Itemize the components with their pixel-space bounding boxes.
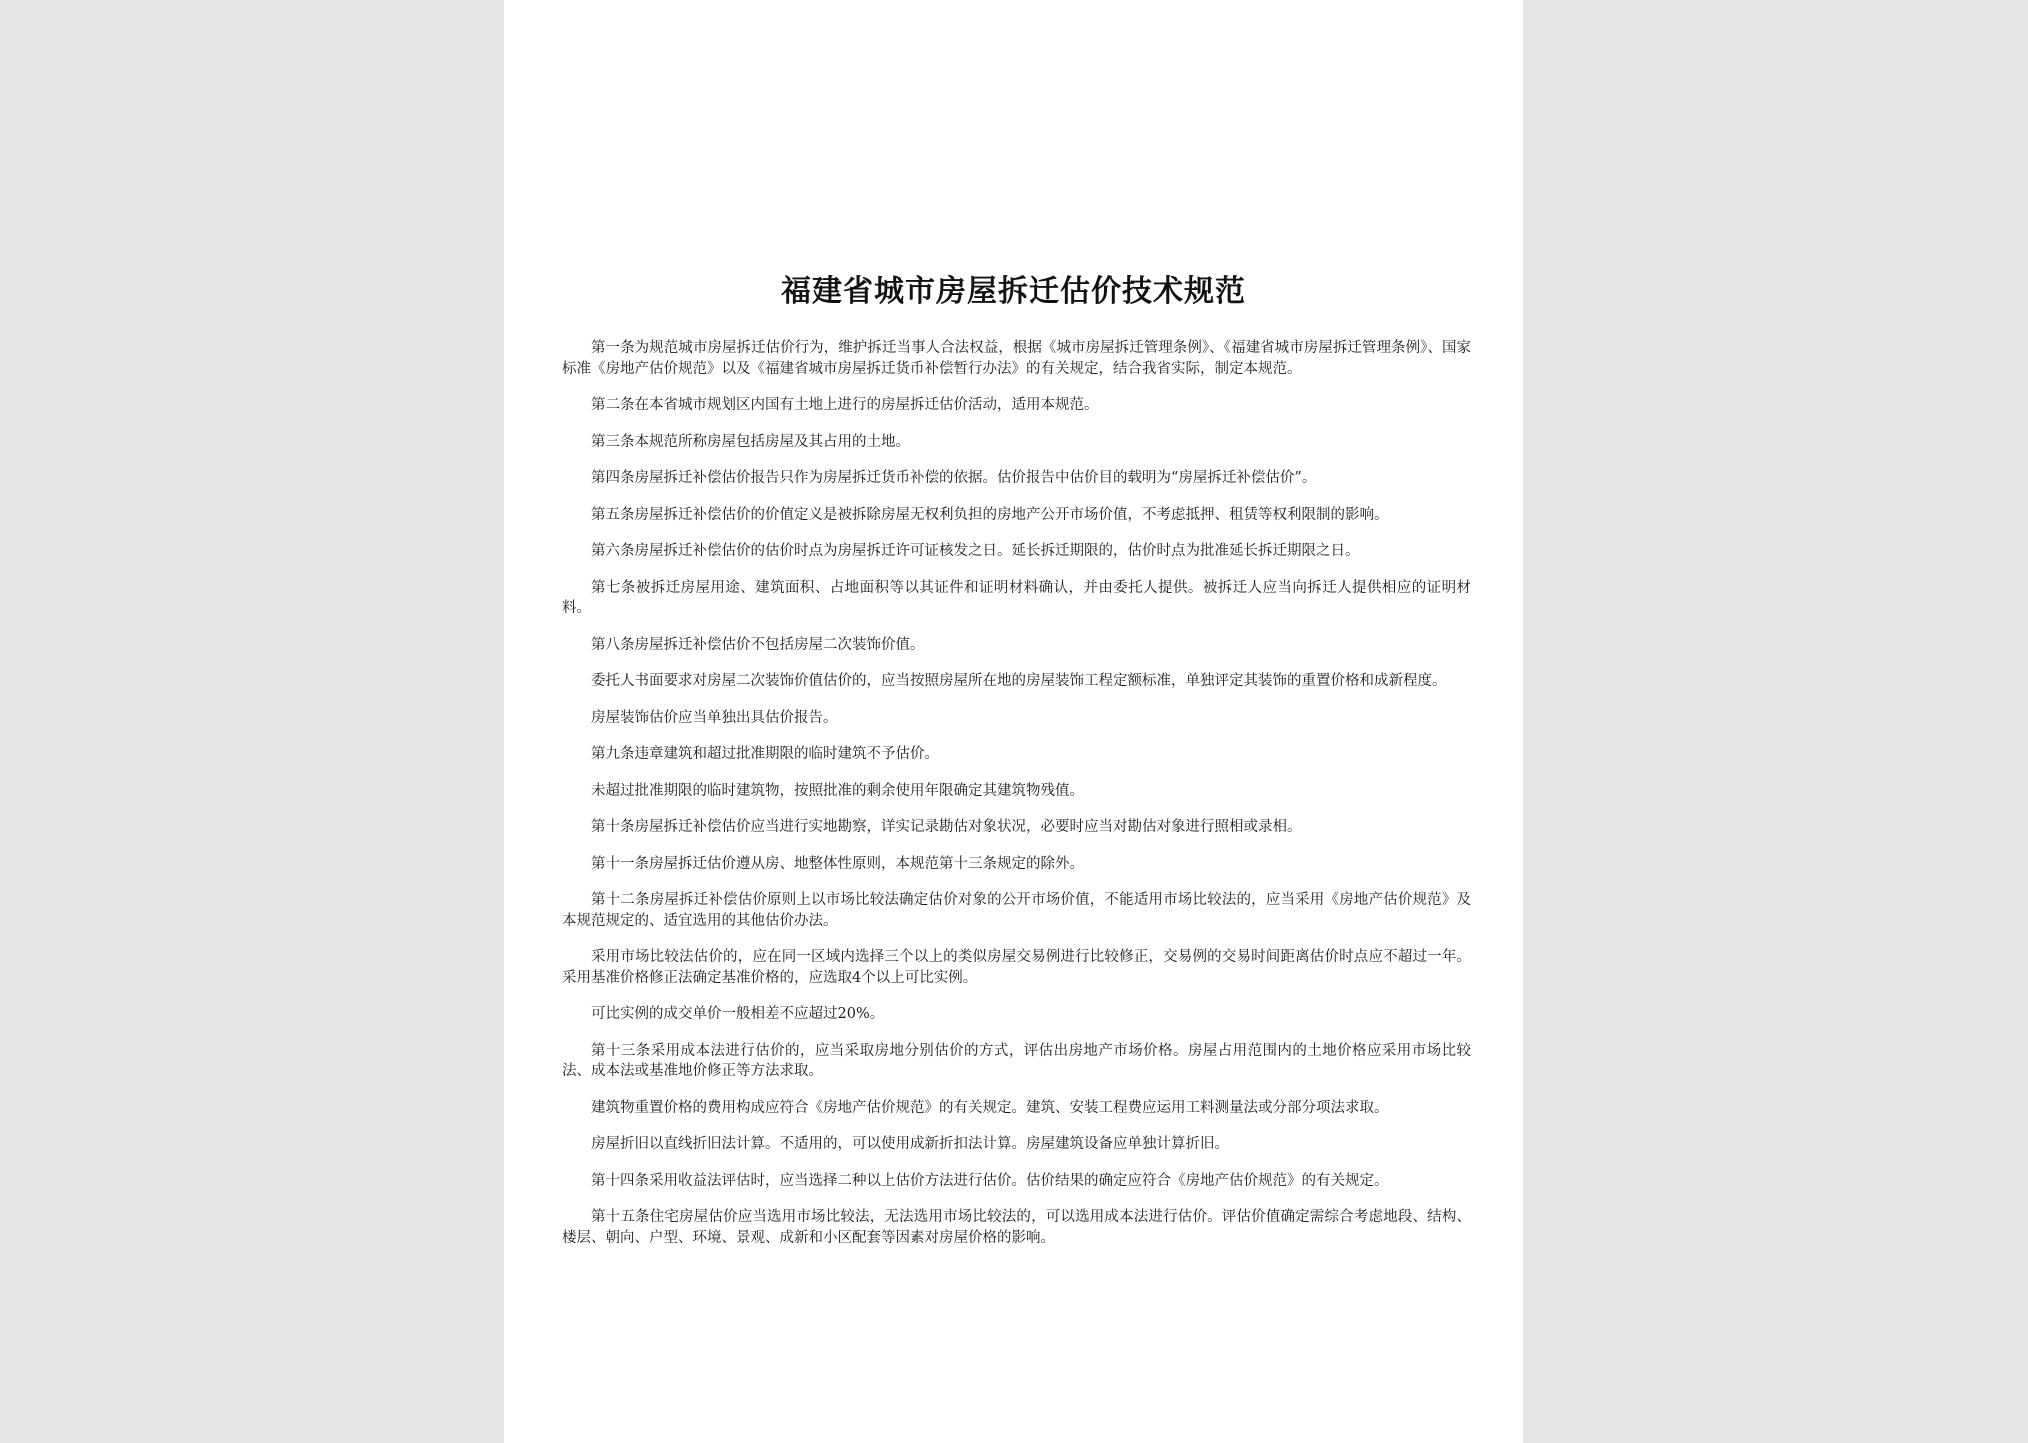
paragraph: 第七条被拆迁房屋用途、建筑面积、占地面积等以其证件和证明材料确认，并由委托人提供。被拆迁人应当向拆迁人提供相应的证明材料。	[562, 579, 1471, 616]
document-page	[504, 0, 1523, 1443]
paragraph: 第十四条采用收益法评估时，应当选择二种以上估价方法进行估价。估价结果的确定应符合《房地产估价规范》的有关规定。	[591, 1172, 1389, 1189]
document-title: 福建省城市房屋拆迁估价技术规范	[781, 274, 1246, 309]
paragraph: 第三条本规范所称房屋包括房屋及其占用的土地。	[591, 433, 910, 450]
paragraph: 第六条房屋拆迁补偿估价的估价时点为房屋拆迁许可证核发之日。延长拆迁期限的，估价时点为批准延长拆迁期限之日。	[591, 543, 1360, 559]
paragraph: 委托人书面要求对房屋二次装饰价值估价的，应当按照房屋所在地的房屋装饰工程定额标准，单独评定其装饰的重置价格和成新程度。	[591, 673, 1447, 689]
paragraph: 建筑物重置价格的费用构成应符合《房地产估价规范》的有关规定。建筑、安装工程费应运用工料测量法或分部分项法求取。	[591, 1099, 1389, 1116]
paragraph: 第五条房屋拆迁补偿估价的价值定义是被拆除房屋无权利负担的房地产公开市场价值，不考虑抵押、租赁等权利限制的影响。	[591, 506, 1389, 523]
paragraph: 第四条房屋拆迁补偿估价报告只作为房屋拆迁货币补偿的依据。估价报告中估价目的载明为“房屋拆迁补偿估价”。	[591, 470, 1317, 486]
paragraph: 第十三条采用成本法进行估价的，应当采取房地分别估价的方式，评估出房地产市场价格。房屋占用范围内的土地价格应采用市场比较法、成本法或基准地价修正等方法求取。	[562, 1042, 1471, 1079]
paragraph: 第十条房屋拆迁补偿估价应当进行实地勘察，详实记录勘估对象状况，必要时应当对勘估对象进行照相或录相。	[591, 819, 1302, 835]
paragraph: 第九条违章建筑和超过批准期限的临时建筑不予估价。	[591, 746, 939, 762]
paragraph: 第一条为规范城市房屋拆迁估价行为，维护拆迁当事人合法权益，根据《城市房屋拆迁管理条例》、《福建省城市房屋拆迁管理条例》、国家标准《房地产估价规范》以及《福建省城市房屋拆迁货币补偿暂行办法》的有关规定，结合我省实际，制定本规范。	[562, 340, 1471, 377]
paragraph: 第十二条房屋拆迁补偿估价原则上以市场比较法确定估价对象的公开市场价值，不能适用市场比较法的，应当采用《房地产估价规范》及本规范规定的、适宜选用的其他估价办法。	[562, 892, 1471, 929]
paragraph: 可比实例的成交单价一般相差不应超过20%。	[591, 1006, 885, 1022]
paragraph: 第十五条住宅房屋估价应当选用市场比较法，无法选用市场比较法的，可以选用成本法进行估价。评估价值确定需综合考虑地段、结构、楼层、朝向、户型、环境、景观、成新和小区配套等因素对房屋价格的影响。	[562, 1209, 1471, 1246]
paragraph: 采用市场比较法估价的，应在同一区域内选择三个以上的类似房屋交易例进行比较修正，交易例的交易时间距离估价时点应不超过一年。采用基准价格修正法确定基准价格的，应选取4个以上可比实例。	[562, 949, 1471, 986]
paragraph: 第二条在本省城市规划区内国有土地上进行的房屋拆迁估价活动，适用本规范。	[591, 397, 1099, 413]
paragraph: 未超过批准期限的临时建筑物，按照批准的剩余使用年限确定其建筑物残值。	[591, 782, 1084, 799]
paragraph: 第八条房屋拆迁补偿估价不包括房屋二次装饰价值。	[591, 636, 925, 653]
document-body	[562, 338, 1471, 1264]
paragraph: 第十一条房屋拆迁估价遵从房、地整体性原则，本规范第十三条规定的除外。	[591, 855, 1084, 872]
paragraph: 房屋折旧以直线折旧法计算。不适用的，可以使用成新折扣法计算。房屋建筑设备应单独计算折旧。	[591, 1136, 1229, 1152]
paragraph: 房屋装饰估价应当单独出具估价报告。	[591, 709, 838, 726]
